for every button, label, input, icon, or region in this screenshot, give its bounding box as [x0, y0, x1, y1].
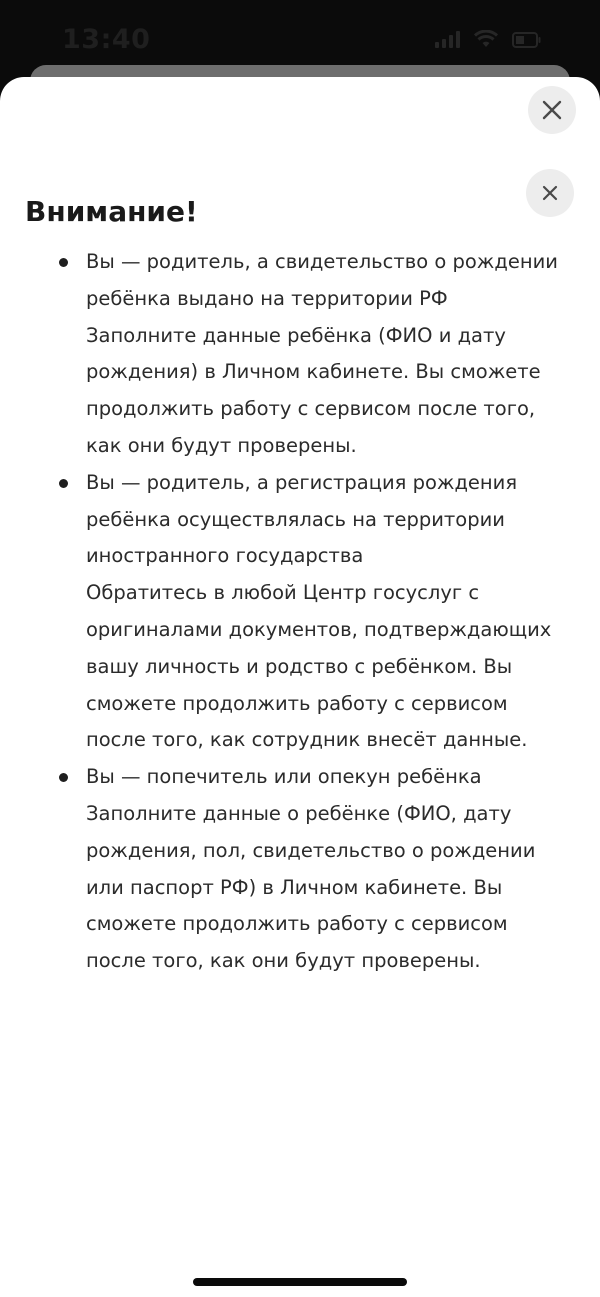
list-item	[86, 759, 566, 980]
close-icon	[542, 185, 558, 201]
item-body: Обратитесь в любой Центр госуслуг с оригиналами документов, подтверждающих вашу личность и родство с ребёнком. Вы сможете продолжить работу с сервисом после того, как сотрудник внесёт данные.	[86, 581, 552, 752]
cellular-signal-icon	[435, 30, 460, 48]
status-time: 13:40	[62, 24, 151, 55]
item-heading: Вы — родитель, а регистрация рождения ребёнка осуществлялась на территории иностранного государства	[86, 470, 518, 568]
bullet-icon	[59, 479, 68, 488]
status-icons	[435, 30, 542, 48]
home-indicator[interactable]	[193, 1278, 407, 1286]
list-item	[86, 244, 566, 465]
item-body: Заполните данные ребёнка (ФИО и дату рождения) в Личном кабинете. Вы сможете продолжить работу с сервисом после того, как они будут проверены.	[86, 323, 541, 457]
close-dialog-button[interactable]	[526, 169, 574, 217]
list-item	[86, 465, 566, 759]
notice-list	[86, 244, 566, 980]
item-heading: Вы — попечитель или опекун ребёнка	[86, 765, 482, 789]
wifi-icon	[474, 30, 498, 48]
item-heading: Вы — родитель, а свидетельство о рождении ребёнка выдано на территории РФ	[86, 250, 558, 310]
battery-icon	[512, 32, 542, 48]
item-body: Заполните данные о ребёнке (ФИО, дату рождения, пол, свидетельство о рождении или паспорт РФ) в Личном кабинете. Вы сможете продолжить работу с сервисом после того, как они будут проверены.	[86, 801, 536, 973]
page-title: Внимание!	[25, 195, 198, 228]
close-sheet-button[interactable]	[528, 86, 576, 134]
bullet-icon	[59, 258, 68, 267]
close-icon	[542, 100, 562, 120]
